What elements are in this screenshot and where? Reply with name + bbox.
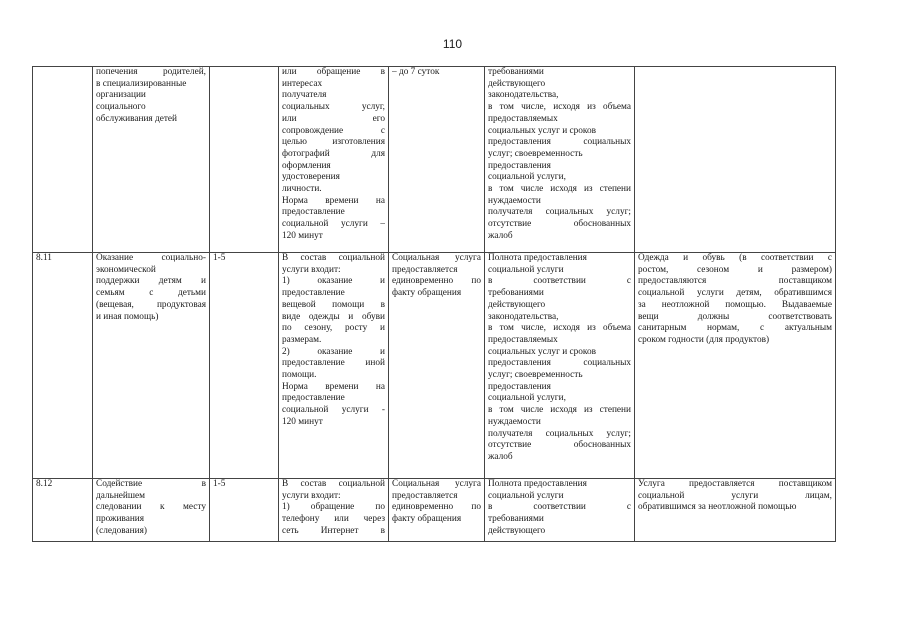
cell-line: вещи должны соответствовать [638, 311, 832, 322]
cell-line: семьям с детьми [96, 288, 206, 299]
cell-line: Полнота предоставления [488, 253, 587, 263]
cell-line: дальнейшем [96, 490, 146, 501]
cell-line: социальных услуг и сроков [488, 346, 597, 357]
cell-line: в том числе, исходя из объема [488, 102, 631, 113]
cell-line: законодательства, [488, 90, 559, 101]
cell-line: в соответствии с [488, 276, 631, 287]
service-terms-cell [389, 253, 485, 479]
service-number-cell [33, 479, 93, 542]
cell-line: предоставляется [392, 264, 458, 275]
cell-line: ростом, сезоном и размером) [638, 264, 832, 275]
cell-line: отсутствие обоснованных [488, 219, 631, 230]
cell-line: единовременно по [392, 276, 481, 287]
service-conditions-cell [635, 253, 836, 479]
cell-line: Содействие в [96, 479, 206, 489]
cell-line: факту обращения [392, 514, 462, 525]
cell-line: социальной услуги детям, обратившимся [638, 288, 832, 299]
cell-line: удостоверения [282, 172, 340, 183]
cell-line: вещевой помощи в [282, 299, 385, 310]
cell-line: предоставляемых [488, 113, 558, 124]
cell-line: социальной услуги [488, 490, 564, 501]
cell-line: Норма времени на [282, 381, 385, 392]
cell-line: нуждаемости [488, 195, 541, 206]
cell-line: требованиями [488, 288, 544, 299]
cell-line: предоставления социальных [488, 358, 631, 369]
cell-line: требованиями [488, 67, 544, 77]
service-period-cell [210, 253, 279, 479]
cell-line: (следования) [96, 525, 147, 536]
table-row [33, 67, 836, 253]
cell-line: действующего [488, 525, 546, 536]
cell-line: получателя социальных услуг; [488, 428, 631, 439]
cell-line: организации [96, 90, 146, 101]
cell-line: факту обращения [392, 288, 462, 299]
cell-line: по сезону, росту и [282, 323, 385, 334]
service-content-cell [279, 67, 389, 253]
cell-line: в том числе, исходя из объема [488, 323, 631, 334]
service-quality-cell [485, 67, 635, 253]
service-terms-cell [389, 67, 485, 253]
cell-line: социального [96, 102, 146, 113]
cell-line: услуг; своевременность [488, 148, 583, 159]
cell-line: социальных услуг, [282, 102, 385, 113]
cell-line: 120 минут [282, 416, 323, 427]
service-name-cell [93, 67, 210, 253]
cell-line: жалоб [488, 230, 513, 241]
cell-text: 1-5 [213, 253, 226, 263]
cell-line: Полнота предоставления [488, 479, 587, 489]
cell-line: предоставления [488, 160, 551, 171]
cell-line: или его [282, 113, 385, 124]
cell-line: сроком годности (для продуктов) [638, 334, 770, 345]
cell-line: 120 минут [282, 230, 323, 241]
cell-line: (вещевая, продуктовая [96, 299, 206, 310]
table-row [33, 253, 836, 479]
cell-line: услуги входит: [282, 264, 341, 275]
cell-line: социальной услуги – [282, 219, 385, 230]
service-name-cell [93, 253, 210, 479]
cell-line: предоставление [282, 207, 345, 218]
table-row [33, 479, 836, 542]
cell-line: экономической [96, 264, 156, 275]
cell-line: действующего [488, 78, 546, 89]
service-period-cell [210, 67, 279, 253]
service-conditions-cell [635, 479, 836, 542]
cell-line: услуг; своевременность [488, 370, 583, 381]
cell-line: Одежда и обувь (в соответствии с [638, 253, 832, 263]
cell-line: размерам. [282, 334, 322, 345]
cell-line: – до 7 суток [392, 67, 440, 77]
cell-line: требованиями [488, 514, 544, 525]
cell-line: поддержки детям и [96, 276, 206, 287]
cell-line: получателя социальных услуг; [488, 207, 631, 218]
cell-line: социальной услуги [488, 264, 564, 275]
cell-line: Услуга предоставляется поставщиком [638, 479, 832, 489]
cell-line: В состав социальной [282, 253, 385, 263]
cell-line: в том числе исходя из степени [488, 184, 631, 195]
cell-line: действующего [488, 299, 546, 310]
cell-line: личности. [282, 184, 322, 195]
service-name-cell [93, 479, 210, 542]
cell-line: санитарным нормам, с актуальным [638, 323, 832, 334]
services-table [32, 66, 836, 542]
cell-line: за неотложной помощью. Выдаваемые [638, 299, 832, 310]
cell-line: в соответствии с [488, 502, 631, 513]
cell-line: В состав социальной [282, 479, 385, 489]
cell-line: нуждаемости [488, 416, 541, 427]
cell-line: предоставляются поставщиком [638, 276, 832, 287]
cell-line: предоставления [488, 381, 551, 392]
cell-line: проживания [96, 514, 145, 525]
cell-line: единовременно по [392, 502, 481, 513]
cell-line: обслуживания детей [96, 113, 178, 124]
cell-line: предоставляемых [488, 334, 558, 345]
service-conditions-cell [635, 67, 836, 253]
cell-line: оформления [282, 160, 331, 171]
cell-line: 2) оказание и [282, 346, 385, 357]
cell-line: и иная помощь) [96, 311, 159, 322]
cell-line: Норма времени на [282, 195, 385, 206]
service-number-cell [33, 253, 93, 479]
cell-line: предоставляется [392, 490, 458, 501]
cell-line: предоставление [282, 393, 345, 404]
service-number-cell [33, 67, 93, 253]
cell-text: 8.12 [36, 479, 53, 489]
cell-line: жалоб [488, 451, 513, 462]
cell-line: сопровождение с [282, 125, 385, 136]
cell-line: сеть Интернет в [282, 525, 385, 536]
cell-line: получателя [282, 90, 327, 101]
cell-line: услуги входит: [282, 490, 341, 501]
cell-line: предоставления социальных [488, 137, 631, 148]
cell-line: социальной услуги - [282, 405, 385, 416]
cell-line: в том числе исходя из степени [488, 405, 631, 416]
service-period-cell [210, 479, 279, 542]
service-content-cell [279, 253, 389, 479]
cell-line: интересах [282, 78, 323, 89]
service-quality-cell [485, 479, 635, 542]
cell-text: 8.11 [36, 253, 52, 263]
cell-line: предоставление [282, 288, 345, 299]
cell-line: фотографий для [282, 148, 385, 159]
cell-line: Социальная услуга [392, 479, 481, 489]
service-quality-cell [485, 253, 635, 479]
cell-line: 1) оказание и [282, 276, 385, 287]
cell-line: социальной услуги, [488, 172, 566, 183]
cell-line: виде одежды и обуви [282, 311, 385, 322]
cell-line: следовании к месту [96, 502, 206, 513]
cell-line: предоставление иной [282, 358, 385, 369]
cell-line: или обращение в [282, 67, 385, 77]
cell-line: отсутствие обоснованных [488, 440, 631, 451]
service-content-cell [279, 479, 389, 542]
service-terms-cell [389, 479, 485, 542]
cell-line: помощи. [282, 370, 317, 381]
cell-line: попечения родителей, [96, 67, 206, 77]
cell-line: Оказание социально- [96, 253, 206, 263]
cell-line: социальной услуги, [488, 393, 566, 404]
cell-line: социальной услуги лицам, [638, 490, 832, 501]
cell-line: Социальная услуга [392, 253, 481, 263]
cell-line: целью изготовления [282, 137, 385, 148]
cell-line: 1) обращение по [282, 502, 385, 513]
cell-line: обратившимся за неотложной помощью [638, 502, 797, 513]
cell-text: 1-5 [213, 479, 226, 489]
cell-line: телефону или через [282, 514, 385, 525]
cell-line: социальных услуг и сроков [488, 125, 597, 136]
page-number: 110 [442, 37, 463, 51]
cell-line: законодательства, [488, 311, 559, 322]
cell-line: в специализированные [96, 78, 187, 89]
